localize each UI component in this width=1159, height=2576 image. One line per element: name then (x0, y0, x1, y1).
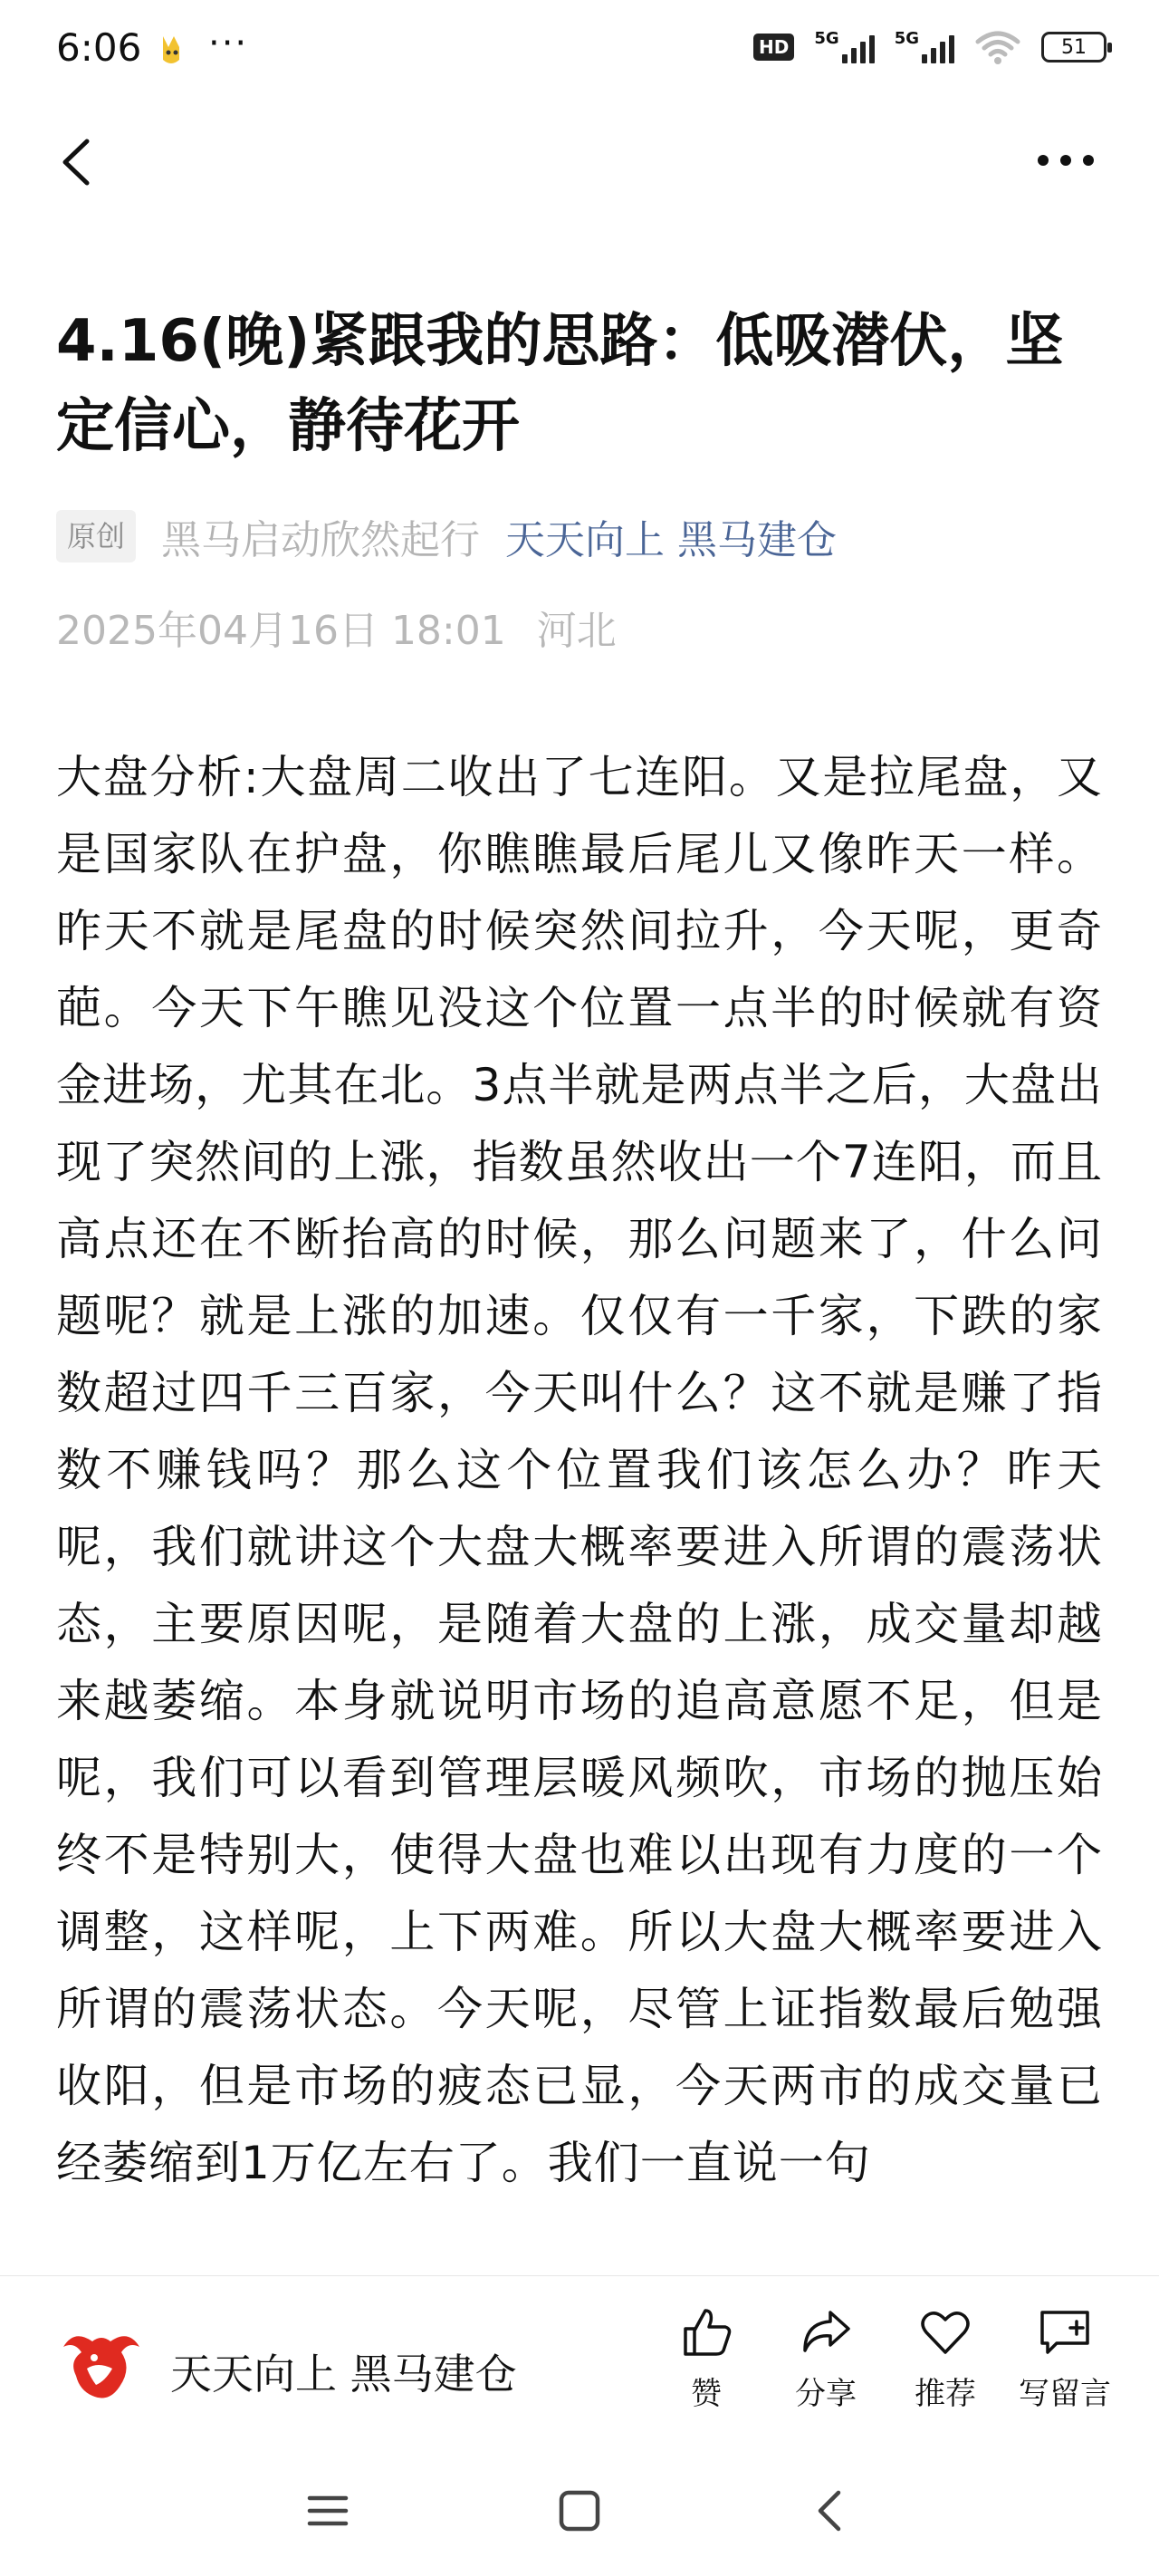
status-bar (0, 0, 1159, 100)
bottom-action-bar (0, 2275, 1159, 2439)
recommend-label: 推荐 (915, 2376, 976, 2412)
publish-date: 2025年04月16日 18:01 (56, 608, 506, 654)
signal-5g-2: 5G (895, 31, 954, 63)
share-button[interactable] (766, 2303, 886, 2413)
comment-icon (1037, 2303, 1093, 2360)
status-time: 6:06 (56, 25, 142, 70)
recommend-button[interactable] (886, 2303, 1005, 2413)
bull-logo-icon[interactable] (56, 2321, 147, 2412)
hd-voice-icon: HD (753, 34, 794, 61)
comment-button[interactable] (1005, 2303, 1125, 2413)
signal-5g-1: 5G (814, 31, 874, 63)
system-navigation-bar (0, 2446, 1159, 2576)
status-more-icon: ··· (208, 23, 249, 64)
signal-bars-icon (922, 31, 954, 63)
article-body: 大盘分析:大盘周二收出了七连阳。又是拉尾盘，又是国家队在护盘，你瞧瞧最后尾儿又像昨天一样。昨天不就是尾盘的时候突然间拉升，今天呢，更奇葩。今天下午瞧见没这个位置一点半的时候就有资金进场，尤其在北。3点半就是两点半之后，大盘出现了突然间的上涨，指数虽然收出一个7连阳，而且高点还在不断抬高的时候，那么问题来了，什么问题呢？就是上涨的加速。仅仅有一千家，下跌的家数超过四千三百家，今天叫什么？这不就是赚了指数不赚钱吗？那么这个位置我们该怎么办？昨天呢，我们就讲这个大盘大概率要进入所谓的震荡状态，主要原因呢，是随着大盘的上涨，成交量却越来越萎缩。本身就说明市场的追高意愿不足，但是呢，我们可以看到管理层暖风频吹，市场的抛压始终不是特别大，使得大盘也难以出现有力度的一个调整，这样呢，上下两难。所以大盘大概率要进入所谓的震荡状态。今天呢，尽管上证指数最后勉强收阳，但是市场的疲态已显，今天两市的成交量已经萎缩到1万亿左右了。我们一直说一句 (56, 751, 1103, 2189)
wifi-icon (974, 29, 1021, 65)
original-badge: 原创 (56, 510, 136, 562)
publish-info (56, 598, 617, 656)
action-group (647, 2303, 1125, 2413)
share-icon (798, 2303, 854, 2360)
battery-level: 51 (1061, 35, 1087, 59)
notification-app-icon (156, 33, 187, 67)
heart-icon (917, 2303, 973, 2360)
menu-icon[interactable] (301, 2484, 355, 2538)
account-link[interactable]: 天天向上 黑马建仓 (505, 517, 838, 563)
signal-bars-icon (842, 31, 875, 63)
article-title: 4.16(晚)紧跟我的思路：低吸潜伏，坚定信心，静待花开 (56, 308, 1064, 460)
more-options-icon[interactable] (1034, 138, 1097, 183)
status-indicators (753, 29, 1106, 65)
account-name[interactable]: 天天向上 黑马建仓 (170, 2350, 517, 2398)
article-meta (56, 507, 837, 565)
author-name: 黑马启动欣然起行 (161, 517, 481, 563)
like-button[interactable] (647, 2303, 766, 2413)
back-chevron-icon[interactable] (53, 134, 98, 190)
battery-icon (1041, 32, 1106, 62)
like-label: 赞 (691, 2376, 722, 2412)
home-square-icon[interactable] (552, 2484, 607, 2538)
back-triangle-icon[interactable] (804, 2484, 858, 2538)
thumbs-up-icon (678, 2303, 734, 2360)
comment-label: 写留言 (1019, 2376, 1111, 2412)
publish-location: 河北 (536, 608, 617, 654)
share-label: 分享 (795, 2376, 857, 2412)
